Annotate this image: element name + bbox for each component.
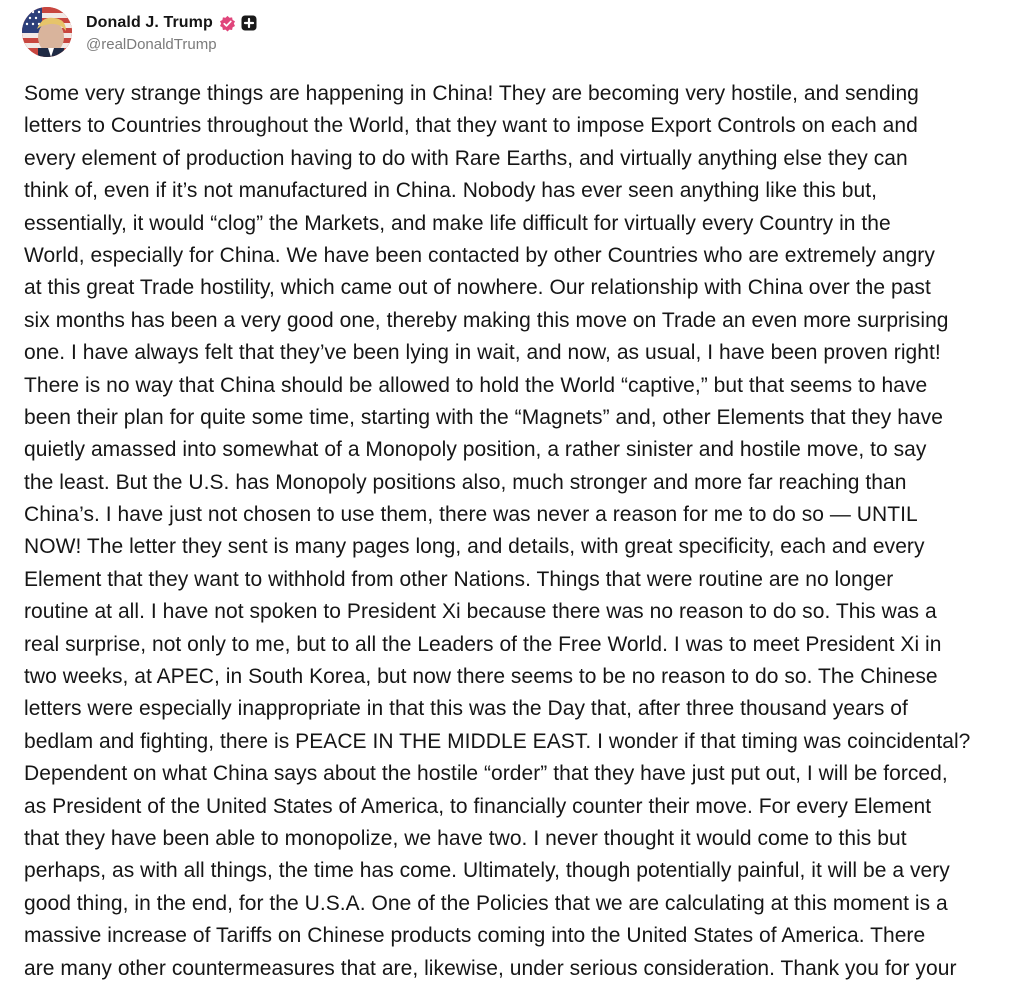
post-text-line: good thing, in the end, for the U.S.A. One of the Policies that we are calculating at this moment is a (24, 891, 948, 915)
display-name[interactable]: Donald J. Trump (86, 14, 213, 31)
avatar[interactable] (22, 7, 72, 57)
name-row (86, 11, 257, 35)
post-text-line: every element of production having to do with Rare Earths, and virtually anything else they can (24, 146, 908, 170)
post-text-line: one. I have always felt that they’ve been lying in wait, and now, as usual, I have been proven right! (24, 341, 941, 365)
post-text-line: real surprise, not only to me, but to all the Leaders of the Free World. I was to meet President Xi in (24, 632, 942, 656)
post-text-line: Element that they want to withhold from other Nations. Things that were routine are no longer (24, 567, 894, 591)
post-text-line: essentially, it would “clog” the Markets, and make life difficult for virtually every Country in the (24, 211, 891, 235)
post-text-line: are many other countermeasures that are, likewise, under serious consideration. Thank you for your (24, 956, 957, 980)
verified-badge-icon (219, 15, 236, 32)
post-text-line: NOW! The letter they sent is many pages long, and details, with great specificity, each and every (24, 535, 925, 559)
post-header (22, 6, 257, 58)
post-text-line: bedlam and fighting, there is PEACE IN THE MIDDLE EAST. I wonder if that timing was coincidental? (24, 729, 971, 753)
post-text-line: think of, even if it’s not manufactured in China. Nobody has ever seen anything like this but, (24, 179, 877, 203)
author-handle[interactable]: @realDonaldTrump (86, 36, 217, 53)
post-text-line: Some very strange things are happening in China! They are becoming very hostile, and sending (24, 82, 919, 105)
post-text-line: the least. But the U.S. has Monopoly positions also, much stronger and more far reaching than (24, 470, 907, 494)
post-text-line: World, especially for China. We have been contacted by other Countries who are extremely angry (24, 243, 935, 267)
post-text-line: letters to Countries throughout the World, that they want to impose Export Controls on each and (24, 114, 918, 138)
plus-square-icon (241, 15, 257, 31)
post-text-line: There is no way that China should be allowed to hold the World “captive,” but that seems to have (24, 373, 928, 397)
post-text-line: six months has been a very good one, thereby making this move on Trade an even more surprising (24, 308, 949, 332)
post-text-line: quietly amassed into somewhat of a Monopoly position, a rather sinister and hostile move, to say (24, 438, 927, 462)
post-text-line: China’s. I have just not chosen to use them, there was never a reason for me to do so — UNTIL (24, 503, 918, 527)
post-text-line: massive increase of Tariffs on Chinese products coming into the United States of America. There (24, 924, 926, 948)
post-text-line: letters were especially inappropriate in that this was the Day that, after three thousand years of (24, 697, 908, 721)
post-text-line: two weeks, at APEC, in South Korea, but now there seems to be no reason to do so. The Chinese (24, 665, 938, 689)
post-text-line: at this great Trade hostility, which came out of nowhere. Our relationship with China over the past (24, 276, 931, 300)
post-text-line: as President of the United States of America, to financially counter their move. For every Element (24, 794, 932, 818)
post-text-line: routine at all. I have not spoken to President Xi because there was no reason to do so. This was a (24, 600, 937, 624)
post-text-line: that they have been able to monopolize, we have two. I never thought it would come to this but (24, 826, 907, 850)
author-identity (86, 11, 257, 53)
post-text-line: Dependent on what China says about the hostile “order” that they have just put out, I will be forced, (24, 762, 948, 786)
post-body (24, 78, 1004, 985)
post-text-line: been their plan for quite some time, starting with the “Magnets” and, other Elements that they have (24, 405, 943, 429)
avatar-image (22, 7, 72, 57)
post-text-line: perhaps, as with all things, the time has come. Ultimately, though potentially painful, it will be a very (24, 859, 950, 883)
